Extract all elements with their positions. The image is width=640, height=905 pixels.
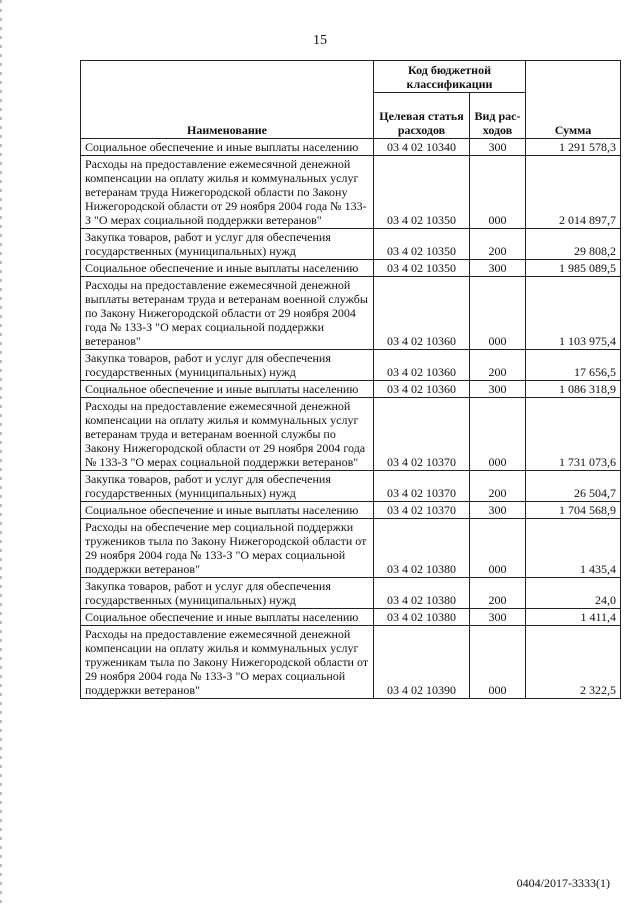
cell-type: 300: [470, 260, 526, 277]
cell-target: 03 4 02 10380: [374, 578, 470, 609]
cell-sum: 2 014 897,7: [526, 156, 621, 229]
cell-name: Социальное обеспечение и иные выплаты населению: [81, 381, 374, 398]
cell-target: 03 4 02 10380: [374, 519, 470, 578]
cell-sum: 1 435,4: [526, 519, 621, 578]
header-sum: Сумма: [526, 61, 621, 139]
cell-target: 03 4 02 10390: [374, 626, 470, 699]
cell-sum: 1 411,4: [526, 609, 621, 626]
cell-target: 03 4 02 10360: [374, 277, 470, 350]
cell-target: 03 4 02 10370: [374, 502, 470, 519]
table-row: [81, 350, 621, 381]
cell-type: 000: [470, 626, 526, 699]
table-row: [81, 156, 621, 229]
cell-name: Расходы на предоставление ежемесячной денежной выплаты ветеранам труда и ветеранам военной службы по Закону Нижегородской области от 29 ноября 2004 года № 133-З "О мерах социальной поддержки ветеранов": [81, 277, 374, 350]
cell-sum: 29 808,2: [526, 229, 621, 260]
cell-name: Закупка товаров, работ и услуг для обеспечения государственных (муниципальных) нужд: [81, 350, 374, 381]
cell-type: 200: [470, 350, 526, 381]
header-type: Вид рас-ходов: [470, 93, 526, 139]
cell-type: 000: [470, 156, 526, 229]
cell-name: Расходы на предоставление ежемесячной денежной компенсации на оплату жилья и коммунальных услуг труженикам тыла по Закону Нижегородской области от 29 ноября 2004 года № 133-З "О мерах социальной поддержки ветеранов": [81, 626, 374, 699]
document-code: 0404/2017-3333(1): [516, 876, 610, 890]
cell-sum: 1 103 975,4: [526, 277, 621, 350]
page-edge: [0, 0, 2, 905]
cell-name: Социальное обеспечение и иные выплаты населению: [81, 260, 374, 277]
cell-target: 03 4 02 10360: [374, 350, 470, 381]
cell-name: Расходы на предоставление ежемесячной денежной компенсации на оплату жилья и коммунальных услуг ветеранам труда Нижегородской области по Закону Нижегородской области от 29 ноября 2004 года № 133-З "О мерах социальной поддержки ветеранов": [81, 156, 374, 229]
cell-name: Закупка товаров, работ и услуг для обеспечения государственных (муниципальных) нужд: [81, 578, 374, 609]
cell-type: 200: [470, 471, 526, 502]
cell-sum: 24,0: [526, 578, 621, 609]
table-row: [81, 519, 621, 578]
table-row: [81, 626, 621, 699]
cell-type: 200: [470, 229, 526, 260]
table-row: [81, 139, 621, 156]
cell-type: 300: [470, 381, 526, 398]
header-target: Целевая статья расходов: [374, 93, 470, 139]
cell-name: Расходы на предоставление ежемесячной денежной компенсации на оплату жилья и коммунальных услуг ветеранам труда и ветеранам военной службы по Закону Нижегородской области от 29 ноября 2004 года № 133-З "О мерах социальной поддержки ветеранов": [81, 398, 374, 471]
table-row: [81, 381, 621, 398]
cell-sum: 26 504,7: [526, 471, 621, 502]
header-name: Наименование: [81, 61, 374, 139]
cell-target: 03 4 02 10340: [374, 139, 470, 156]
cell-type: 000: [470, 519, 526, 578]
header-code-group: Код бюджетной классификации: [374, 61, 526, 93]
cell-target: 03 4 02 10350: [374, 260, 470, 277]
cell-sum: 2 322,5: [526, 626, 621, 699]
cell-name: Закупка товаров, работ и услуг для обеспечения государственных (муниципальных) нужд: [81, 229, 374, 260]
cell-sum: 17 656,5: [526, 350, 621, 381]
cell-type: 300: [470, 139, 526, 156]
table-row: [81, 229, 621, 260]
cell-name: Социальное обеспечение и иные выплаты населению: [81, 139, 374, 156]
cell-target: 03 4 02 10360: [374, 381, 470, 398]
cell-name: Социальное обеспечение и иные выплаты населению: [81, 502, 374, 519]
cell-type: 300: [470, 609, 526, 626]
page-number: 15: [313, 33, 327, 48]
cell-name: Закупка товаров, работ и услуг для обеспечения государственных (муниципальных) нужд: [81, 471, 374, 502]
cell-target: 03 4 02 10370: [374, 471, 470, 502]
table-header: [81, 61, 621, 139]
cell-target: 03 4 02 10370: [374, 398, 470, 471]
cell-name: Социальное обеспечение и иные выплаты населению: [81, 609, 374, 626]
cell-type: 000: [470, 277, 526, 350]
table-row: [81, 578, 621, 609]
table-row: [81, 277, 621, 350]
cell-type: 300: [470, 502, 526, 519]
cell-name: Расходы на обеспечение мер социальной поддержки тружеников тыла по Закону Нижегородской области от 29 ноября 2004 года № 133-З "О мерах социальной поддержки ветеранов": [81, 519, 374, 578]
table-row: [81, 260, 621, 277]
cell-target: 03 4 02 10350: [374, 229, 470, 260]
cell-sum: 1 704 568,9: [526, 502, 621, 519]
budget-table: [80, 60, 621, 699]
cell-sum: 1 086 318,9: [526, 381, 621, 398]
cell-sum: 1 731 073,6: [526, 398, 621, 471]
cell-type: 000: [470, 398, 526, 471]
cell-target: 03 4 02 10350: [374, 156, 470, 229]
cell-target: 03 4 02 10380: [374, 609, 470, 626]
table-row: [81, 609, 621, 626]
table-row: [81, 471, 621, 502]
cell-sum: 1 985 089,5: [526, 260, 621, 277]
table-row: [81, 398, 621, 471]
table-body: [81, 139, 621, 699]
cell-type: 200: [470, 578, 526, 609]
cell-sum: 1 291 578,3: [526, 139, 621, 156]
table-row: [81, 502, 621, 519]
